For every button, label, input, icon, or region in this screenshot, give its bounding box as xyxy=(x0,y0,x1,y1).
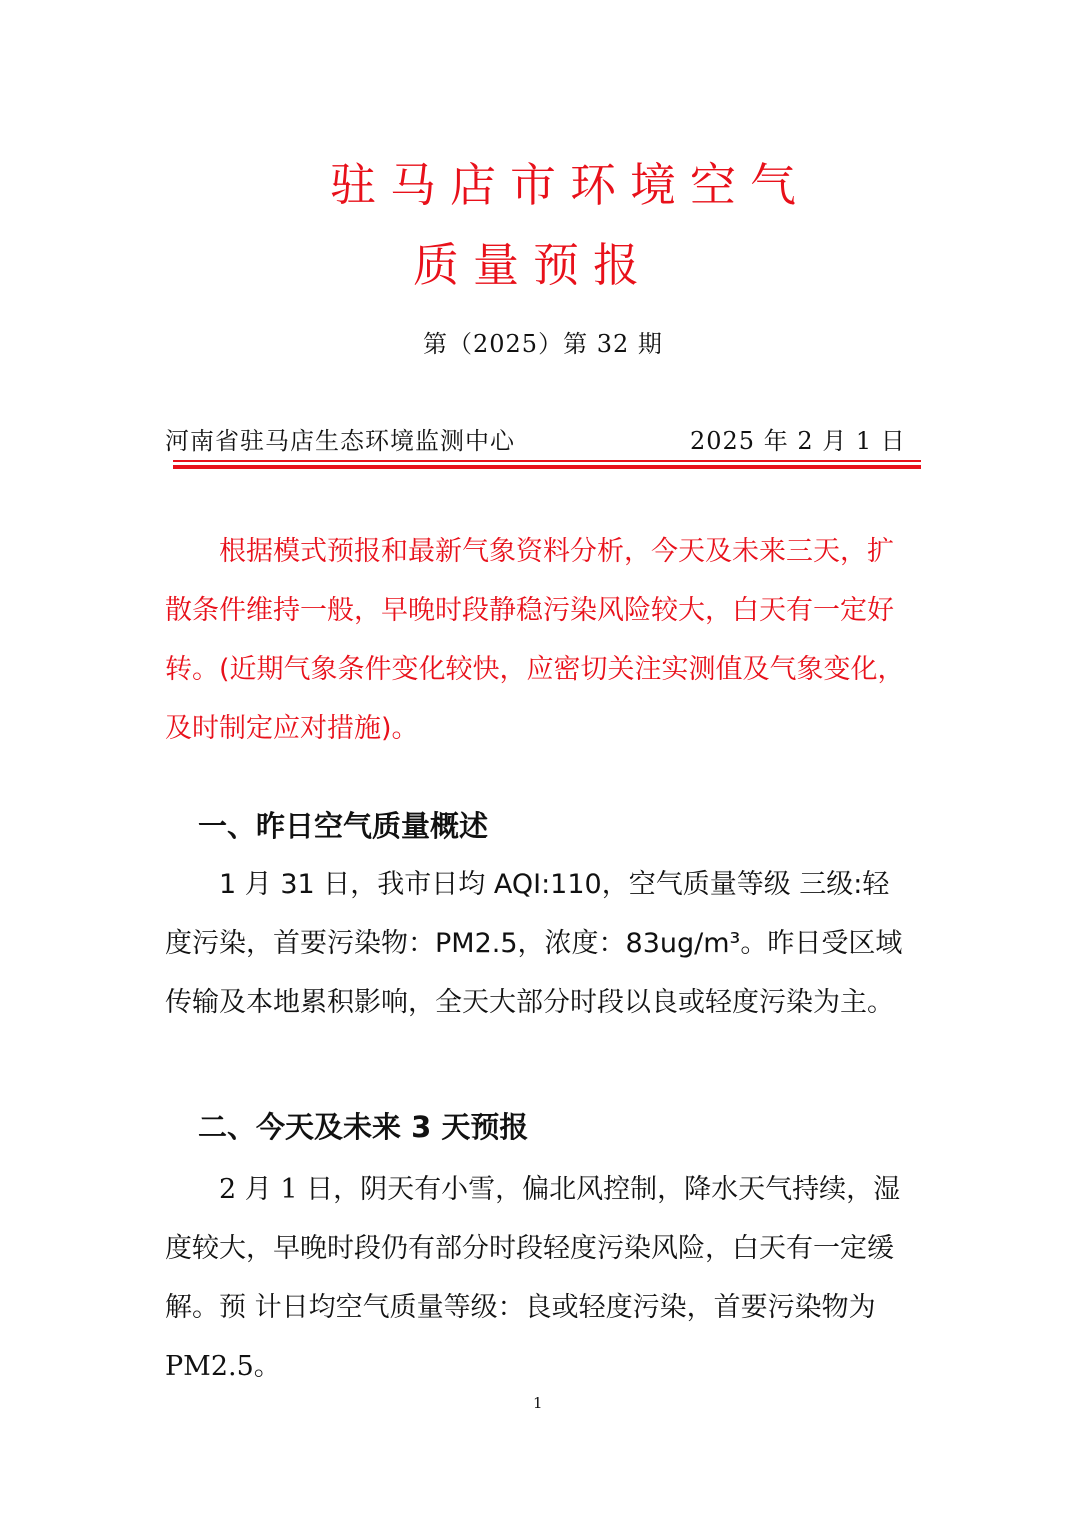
page-number: 1 xyxy=(533,1394,543,1412)
report-title-line-2: 质量预报 xyxy=(413,238,653,292)
section-body-forecast: 2 月 1 日，阴天有小雪，偏北风控制，降水天气持续，湿度较大，早晚时段仍有部分时段轻度污染风险，白天有一定缓解。预 计日均空气质量等级：良或轻度污染，首要污染物为 PM2.5。 xyxy=(165,1174,901,1382)
issuer-date-row xyxy=(165,425,920,461)
forecast-summary: 根据模式预报和最新气象资料分析，今天及未来三天，扩散条件维持一般，早晚时段静稳污染风险较大，白天有一定好转。(近期气象条件变化较快，应密切关注实测值及气象变化，及时制定应对措施)。 xyxy=(165,536,905,744)
issue-number: 第（2025）第 32 期 xyxy=(423,330,663,358)
section-heading-yesterday: 一、昨日空气质量概述 xyxy=(198,809,489,843)
section-heading-forecast: 二、今天及未来 3 天预报 xyxy=(198,1110,529,1144)
issue-date: 2025 年 2 月 1 日 xyxy=(690,427,906,455)
issuing-organization: 河南省驻马店生态环境监测中心 xyxy=(165,427,515,455)
header-divider-thin xyxy=(173,460,921,462)
header-divider-thick xyxy=(173,465,921,469)
report-title-line-1: 驻马店市环境空气 xyxy=(330,158,810,212)
section-body-yesterday: 1 月 31 日，我市日均 AQI:110，空气质量等级 三级:轻度污染，首要污染物：PM2.5，浓度：83ug/m³。昨日受区域传输及本地累积影响，全天大部分时段以良或轻度污染为主。 xyxy=(165,869,903,1018)
